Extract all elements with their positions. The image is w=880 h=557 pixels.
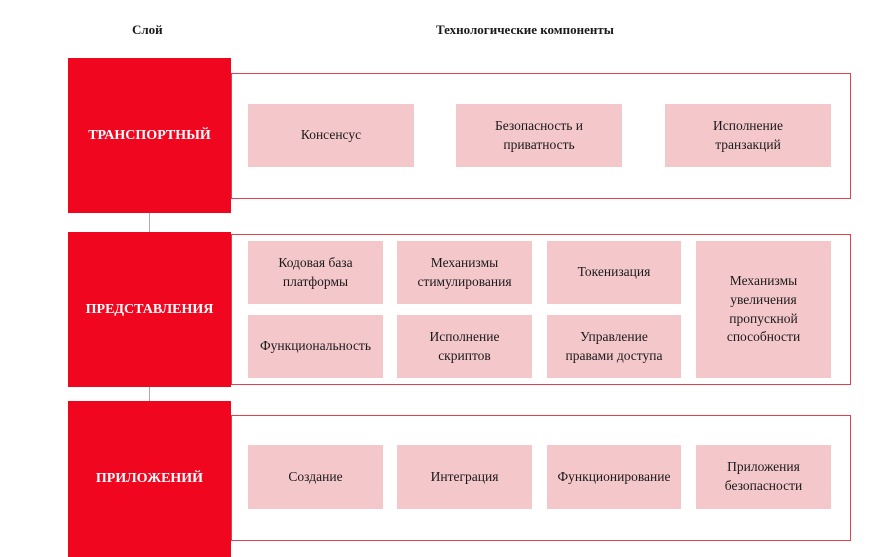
component-box: Создание bbox=[248, 445, 383, 509]
layer-column-header: Слой bbox=[132, 22, 163, 37]
component-box: Консенсус bbox=[248, 104, 414, 167]
component-box: Функциональность bbox=[248, 315, 383, 378]
components-column-header: Технологические компоненты bbox=[436, 22, 614, 37]
component-box: Токенизация bbox=[547, 241, 681, 304]
component-box: Интеграция bbox=[397, 445, 532, 509]
component-box: Исполнение скриптов bbox=[397, 315, 532, 378]
component-box: Приложения безопасности bbox=[696, 445, 831, 509]
component-box: Безопасность и приватность bbox=[456, 104, 622, 167]
connector-line bbox=[149, 387, 150, 401]
presentation-layer-label: ПРЕДСТАВЛЕНИЯ bbox=[68, 232, 231, 387]
applications-layer-label: ПРИЛОЖЕНИЙ bbox=[68, 401, 231, 557]
component-box: Управление правами доступа bbox=[547, 315, 681, 378]
component-box: Функционирование bbox=[547, 445, 681, 509]
connector-line bbox=[149, 213, 150, 233]
transport-layer-label: ТРАНСПОРТНЫЙ bbox=[68, 58, 231, 213]
component-box: Кодовая база платформы bbox=[248, 241, 383, 304]
component-box: Исполнение транзакций bbox=[665, 104, 831, 167]
component-box: Механизмы стимулирования bbox=[397, 241, 532, 304]
component-box: Механизмы увеличения пропускной способности bbox=[696, 241, 831, 378]
